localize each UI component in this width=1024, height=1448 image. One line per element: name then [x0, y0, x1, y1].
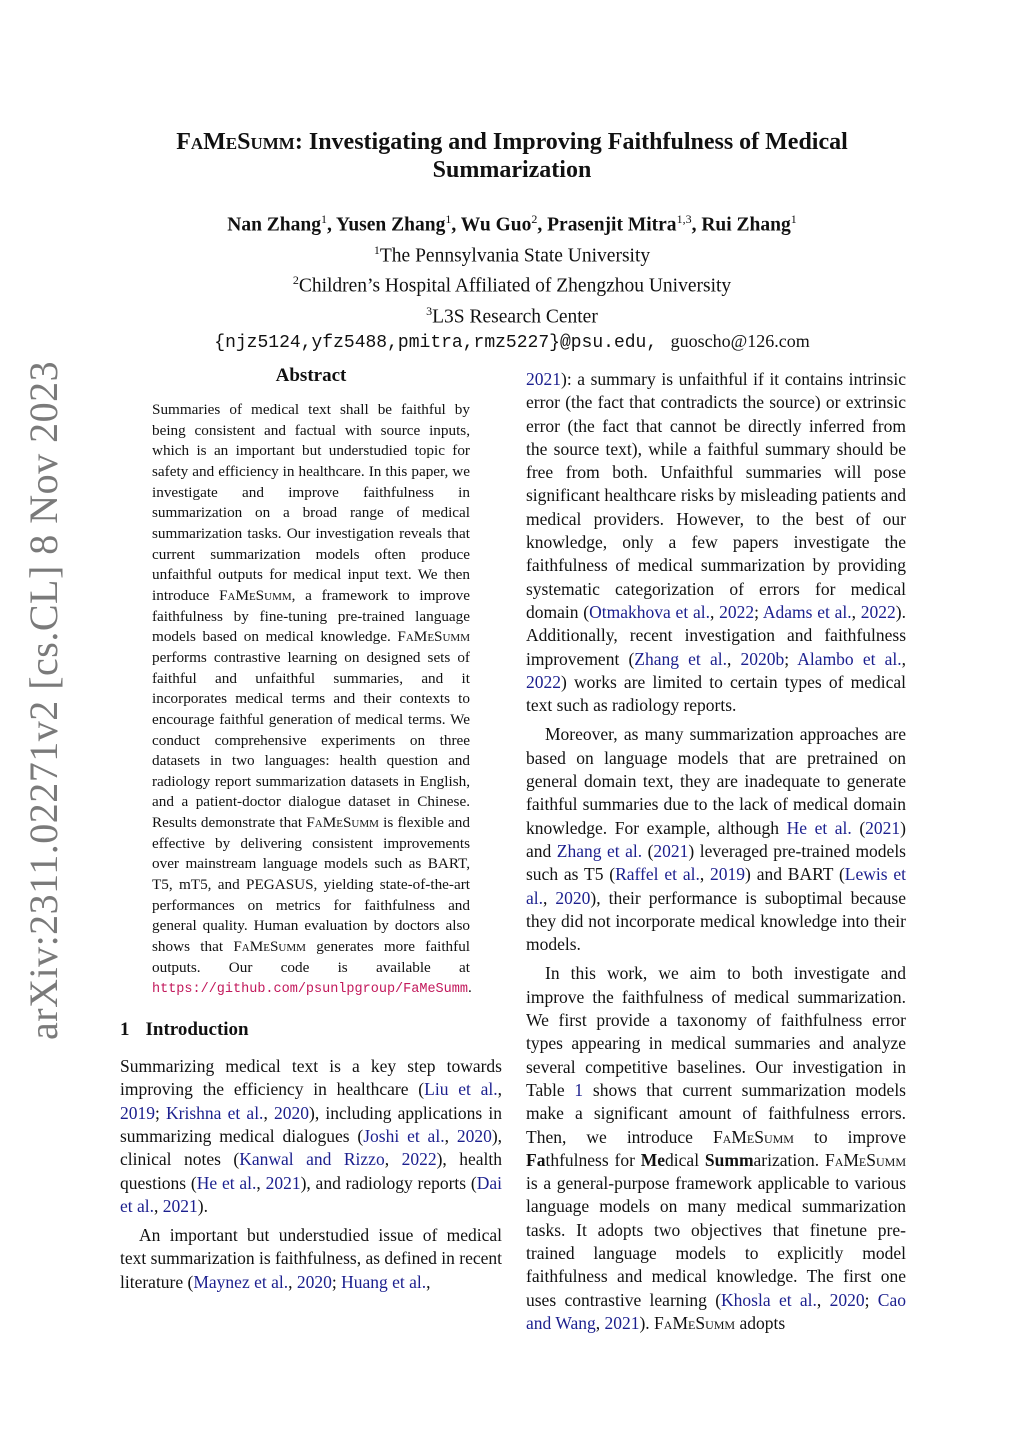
author-names	[120, 207, 904, 238]
author-2: Yusen Zhang	[336, 214, 446, 236]
text-run: ;	[754, 601, 763, 622]
text-run: ): a summary is unfaithful if it contains intrinsic error (the fact that contradicts the source) or extrinsic error (the fact that cannot be directly inferred from the source text), while a faithful summary should be free from both. Unfaithful summaries will pose significant healthcare risks by misleading patients and medical providers. However, to the best of our knowledge, only a few papers investigate the faithfulness of medical summarization by providing systematic categorization of errors for medical domain (	[526, 369, 906, 622]
acronym-letters: Summ	[704, 1149, 754, 1170]
citation-link[interactable]: Kanwal and Rizzo	[239, 1149, 385, 1170]
author-5: Rui Zhang	[701, 214, 791, 236]
right-paragraph-1	[526, 368, 906, 717]
intro-paragraph-2	[120, 1224, 502, 1294]
citation-link[interactable]: Zhang et al.	[634, 648, 727, 669]
citation-link[interactable]: Adams et al.	[762, 601, 852, 622]
right-paragraph-3	[526, 962, 906, 1335]
citation-link[interactable]: 2022	[860, 601, 896, 622]
framework-name: FaMeSumm	[306, 814, 379, 832]
citation-link[interactable]: Khosla et al.	[721, 1289, 817, 1310]
citation-link[interactable]: 2020	[829, 1289, 865, 1310]
text-run: ,	[288, 1271, 297, 1292]
text-run: ).	[197, 1195, 208, 1216]
text-run: ;	[155, 1102, 167, 1123]
text-run: (	[642, 840, 654, 861]
author-1-affiliation: 1	[321, 212, 327, 226]
author-separator: ,	[537, 214, 548, 236]
email-other: guoscho@126.com	[670, 331, 810, 351]
acronym-letters: Fa	[526, 1149, 546, 1170]
abstract-heading: Abstract	[275, 365, 347, 386]
citation-link[interactable]: 2022	[719, 601, 755, 622]
text-run: is a general-purpose framework applicable to various language models on many medical summarization tasks. It adopts two objectives that finetune pre-trained language models to explicitly model faithfulness and medical knowledge. The first one uses contrastive learning (	[526, 1173, 906, 1310]
arxiv-identifier-stamp: arXiv:2311.02271v2 [cs.CL] 8 Nov 2023	[21, 360, 66, 1040]
citation-link[interactable]: 2021	[526, 369, 561, 389]
section-heading-introduction	[120, 1019, 502, 1041]
author-5-affiliation: 1	[790, 212, 797, 226]
email-psu: {njz5124,yfz5488,pmitra,rmz5227}@psu.edu,	[214, 333, 658, 353]
citation-link[interactable]: 2020	[555, 887, 591, 908]
title-framework-name: FaMeSumm	[176, 129, 295, 155]
acronym-letters: Me	[640, 1149, 666, 1170]
text-run: ,	[726, 648, 741, 669]
citation-link[interactable]: 2019	[120, 1102, 155, 1123]
author-3-affiliation: 2	[531, 212, 538, 226]
text-run: ,	[901, 648, 906, 669]
citation-link[interactable]: 2021	[265, 1172, 301, 1193]
citation-link[interactable]: 2021	[162, 1195, 198, 1216]
text-run: ) and BART (	[745, 864, 845, 885]
author-4: Prasenjit Mitra	[547, 214, 677, 236]
citation-link[interactable]: Raffel et al.	[615, 864, 700, 885]
text-run: ,	[256, 1172, 266, 1193]
author-4-affiliation: 1,3	[676, 212, 692, 226]
text-run: adopts	[735, 1312, 786, 1333]
text-run: ,	[384, 1149, 402, 1170]
citation-link[interactable]: 2020	[274, 1102, 309, 1123]
affiliation-3: $^3$L3S Research Center	[426, 303, 598, 327]
text-run: to improve	[793, 1126, 906, 1147]
text-run: ,	[263, 1102, 274, 1123]
left-column	[120, 365, 502, 1294]
framework-name: FaMeSumm	[654, 1312, 736, 1333]
citation-link[interactable]: Otmakhova et al.	[589, 601, 710, 622]
affiliation-2: $^2$Children’s Hospital Affiliated of Zhengzhou University	[292, 273, 732, 297]
citation-link[interactable]: 2020	[456, 1125, 492, 1146]
text-run: ), and radiology reports (	[300, 1172, 477, 1193]
author-separator: ,	[451, 214, 461, 236]
paper-title	[120, 128, 904, 184]
text-run: dical	[665, 1149, 705, 1170]
citation-link[interactable]: Alambo et al.	[797, 648, 902, 669]
right-column	[526, 368, 906, 1335]
citation-link[interactable]: 2021	[604, 1312, 640, 1333]
author-emails	[120, 329, 904, 355]
text-run: ,	[426, 1271, 431, 1292]
text-run: Summarizing medical text is a key step towards improving the efficiency in healthcare (	[120, 1056, 502, 1100]
framework-name: FaMeSumm	[824, 1149, 906, 1170]
citation-link[interactable]: 2019	[710, 864, 746, 885]
citation-link[interactable]: Maynez et al.	[193, 1271, 289, 1292]
section-number: 1	[120, 1019, 130, 1041]
intro-paragraph-1	[120, 1055, 502, 1218]
citation-link[interactable]: He et al.	[196, 1172, 257, 1193]
text-run: ).	[639, 1312, 655, 1333]
text-run: ,	[699, 864, 711, 885]
text-run: ) and	[526, 817, 906, 861]
author-separator: ,	[327, 214, 337, 236]
citation-link[interactable]: 2021	[653, 840, 689, 861]
citation-link[interactable]: 2022	[401, 1149, 437, 1170]
text-run: ;	[784, 648, 798, 669]
text-run: ,	[595, 1312, 605, 1333]
text-run: ) works are limited to certain types of medical text such as radiology reports.	[526, 671, 906, 716]
citation-link[interactable]: Krishna et al.	[166, 1102, 264, 1123]
citation-link[interactable]: 2020b	[740, 648, 785, 669]
text-run: An important but understudied issue of medical text summarization is faithfulness, as defined in recent literature (	[120, 1225, 502, 1292]
text-run: ), clinical notes (	[120, 1125, 503, 1170]
text-run: ,	[543, 887, 556, 908]
text-run: ;	[331, 1271, 342, 1292]
text-run: thfulness for	[545, 1149, 641, 1170]
author-3: Wu Guo	[460, 214, 532, 236]
citation-link[interactable]: Dai et al.	[120, 1172, 502, 1216]
text-run: ;	[864, 1289, 878, 1310]
text-run: ). Additionally, recent investigation and faithfulness improvement (	[526, 601, 906, 669]
text-run: ), including applications in summarizing medical dialogues (	[120, 1102, 503, 1146]
affiliation-1: $^1$The Pennsylvania State University	[373, 242, 651, 266]
citation-link[interactable]: 2022	[526, 671, 561, 692]
code-url-link[interactable]: https://github.com/psunlpgroup/FaMeSumm	[152, 982, 468, 998]
text-run: ,	[709, 601, 720, 622]
title-text: : Investigating and Improving Faithfulness of Medical Summarization	[294, 129, 848, 183]
text-run: ,	[444, 1125, 457, 1146]
citation-link[interactable]: He et al.	[786, 817, 852, 838]
citation-link[interactable]: 1	[574, 1079, 584, 1100]
citation-link[interactable]: Cao and Wang	[526, 1289, 906, 1333]
framework-name: FaMeSumm	[233, 938, 306, 956]
author-separator: ,	[691, 214, 702, 236]
citation-link[interactable]: Joshi et al.	[363, 1125, 445, 1146]
citation-link[interactable]: 2020	[296, 1271, 332, 1292]
text-run: ,	[816, 1289, 830, 1310]
citation-link[interactable]: 2021	[865, 817, 901, 838]
text-run: In this work, we aim to both investigate and improve the faithfulness of medical summarization. We first provide a taxonomy of faithfulness error types appearing in medical summaries and analyze several competitive baselines. Our investigation in Table	[526, 963, 906, 1100]
text-run: arization.	[753, 1149, 825, 1170]
text-run: ,	[497, 1079, 503, 1100]
author-1: Nan Zhang	[227, 214, 321, 236]
section-title: Introduction	[145, 1019, 249, 1041]
text-run: ), health questions (	[120, 1149, 503, 1193]
text-run: (	[851, 817, 866, 838]
text-run: ) leveraged pre-trained models such as T5 (	[526, 840, 906, 885]
citation-link[interactable]: Zhang et al.	[556, 840, 643, 861]
text-run: Moreover, as many summarization approaches are based on language models that are pretrained on general domain text, they are inadequate to generate faithful summaries due to the lack of medical domain knowledge. For example, although	[526, 724, 906, 838]
abstract-body: Summaries of medical text shall be faithful by being consistent and factual with source inputs, which is an important but understudied topic for safety and efficiency in healthcare. In this paper, we investigate and improve faithfulness in summarization on a broad range of medical summarization tasks. Our investigation reveals that current summarization models often produce unfaithful outputs for medical input text. We then introduce FaMeSumm, a framework to improve faithfulness by fine-tuning pre-trained language models based on medical knowledge. FaMeSumm performs contrastive learning on designed sets of faithful and unfaithful summaries, and it incorporates medical terms and their contexts to encourage faithful generation of medical terms. We conduct comprehensive experiments on three datasets in two languages: health question and radiology report summarization datasets in English, and a patient-doctor dialogue dataset in Chinese. Results demonstrate that FaMeSumm is flexible and effective by delivering consistent improvements over mainstream language models such as BART, T5, mT5, and PEGASUS, yielding state-of-the-art performances on metrics for faithfulness and general quality. Human evaluation by doctors also shows that FaMeSumm generates more faithful outputs. Our code is available at https://github.com/psunlpgroup/FaMeSumm.	[152, 401, 472, 998]
text-run: ), their performance is suboptimal because they did not incorporate medical knowledge into their models.	[526, 887, 906, 955]
text-run: ,	[154, 1195, 163, 1216]
right-paragraph-2	[526, 723, 906, 956]
framework-name: FaMeSumm	[219, 586, 292, 604]
framework-name: FaMeSumm	[397, 628, 470, 646]
author-block	[120, 207, 904, 355]
citation-link[interactable]: Liu et al.	[424, 1079, 498, 1100]
citation-link[interactable]: Huang et al.	[341, 1271, 427, 1292]
framework-name: FaMeSumm	[712, 1126, 794, 1147]
citation-link[interactable]: Lewis et al.	[526, 864, 907, 908]
text-run: ,	[851, 601, 861, 622]
text-run: shows that current summarization models make a significant amount of faithfulness errors. Then, we introduce	[526, 1079, 906, 1147]
author-2-affiliation: 1	[445, 212, 452, 226]
